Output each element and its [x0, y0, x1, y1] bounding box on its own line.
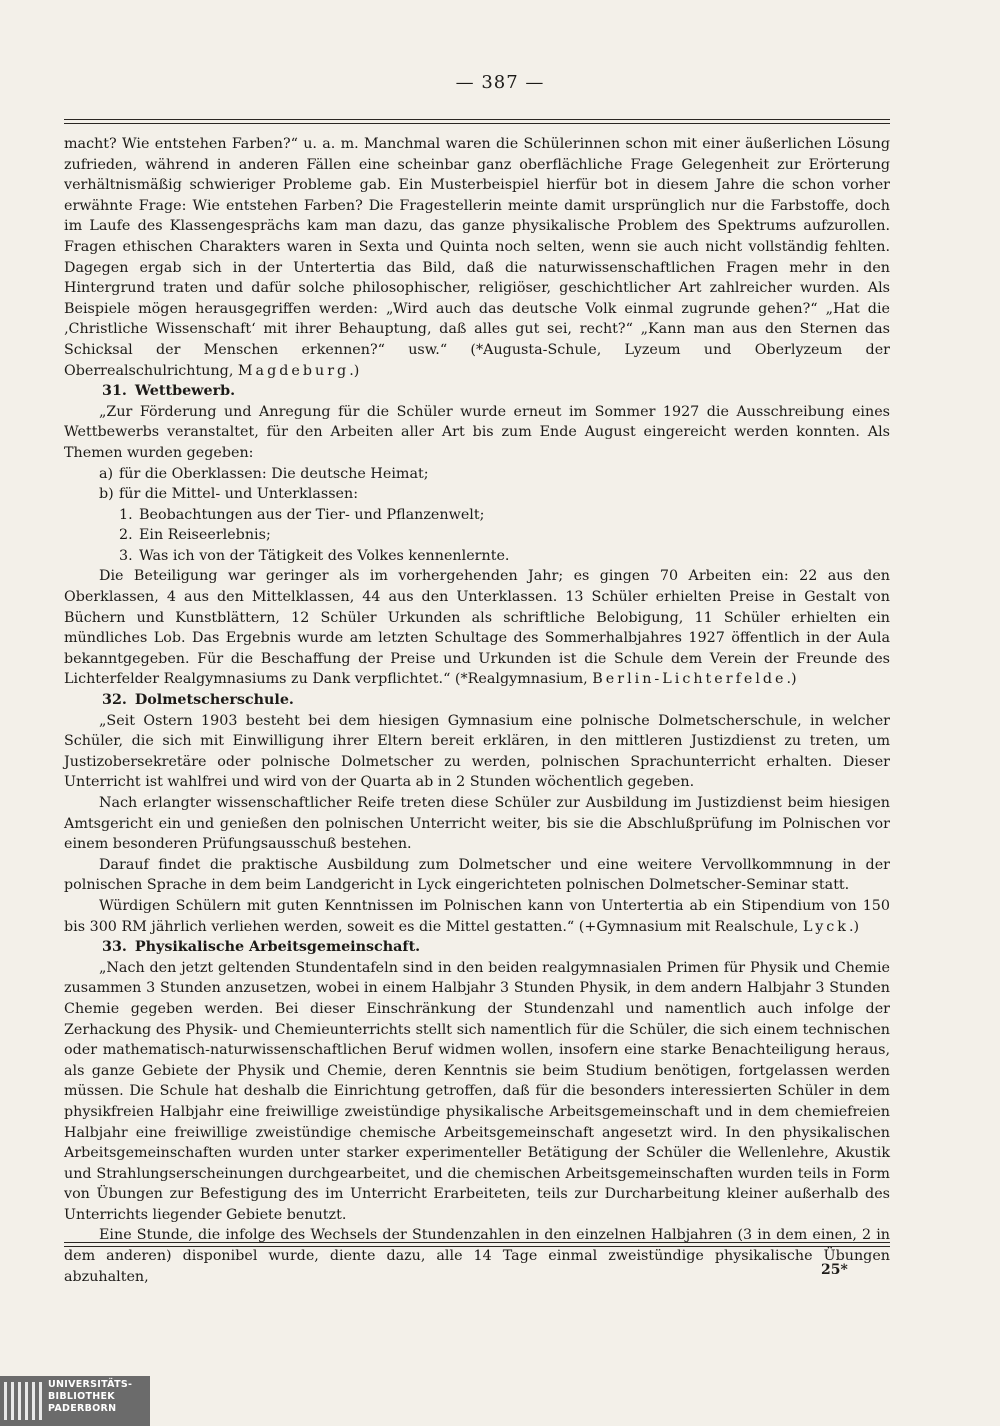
signature-mark: 25*	[821, 1262, 848, 1278]
library-logo	[0, 1376, 150, 1426]
section-33-paragraph-1: „Nach den jetzt geltenden Stundentafeln sind in den beiden realgymnasialen Primen für Physik und Chemie zusammen 3 Stunden anzusetzen, wobei in einem Halbjahr 3 Stunden Physik, in dem andern Halbjahr 3 Stunden Chemie gegeben werden. Bei dieser Einschränkung der Stundenzahl und namentlich auch infolge der Zerhackung des Physik- und Chemieunterrichts stellt sich namentlich für die Schüler, die sich einem technischen oder mathematisch-naturwissenschaftlichen Beruf widmen wollen, insofern eine starke Benachteiligung heraus, als ganze Gebiete der Physik und Chemie, deren Kenntnis sie beim Studium benötigen, fortgelassen werden müssen. Die Schule hat deshalb die Einrichtung getroffen, daß für die besonders interessierten Schüler in dem physikfreien Halbjahr eine freiwillige zweistündige physikalische Arbeitsgemeinschaft und in dem chemiefreien Halbjahr eine freiwillige zweistündige chemische Arbeitsgemeinschaft angesetzt wird. In den physikalischen Arbeitsgemeinschaften wurden unter starker experimenteller Betätigung der Schüler die Wellenlehre, Akustik und Strahlungserscheinungen durchgearbeitet, und die chemischen Arbeitsgemeinschaften wurden teils in Form von Übungen zur Befestigung des im Unterricht Erarbeiteten, teils zur Durcharbeitung kleiner außerhalb des Unterrichts liegender Gebiete benutzt.	[64, 959, 890, 1223]
intro-paragraph: macht? Wie entstehen Farben?“ u. a. m. Manchmal waren die Schülerinnen schon mit einer äußerlichen Lösung zufrieden, während in anderen Fällen eine scheinbar ganz oberflächliche Frage Gelegenheit zur Erörterung verhältnismäßig schwieriger Probleme gab. Ein Musterbeispiel hierfür bot in diesem Jahre die schon vorher erwähnte Frage: Wie entstehen Farben? Die Fragestellerin meinte damit ursprünglich nur die Farbstoffe, doch im Laufe des Klassengesprächs kam man dazu, das ganze physikalische Problem des Spektrums aufzurollen. Fragen ethischen Charakters waren in Sexta und Quinta noch selten, wenn sie auch nicht vollständig fehlten. Dagegen ergab sich in der Untertertia das Bild, daß die naturwissenschaftlichen Fragen mehr in den Hintergrund traten und dafür solche philosophischer, religiöser, geschichtlicher Art zahlreicher wurden. Als Beispiele mögen herausgegriffen werden: „Wird auch das deutsche Volk einmal zugrunde gehen?“ „Hat die ‚Christliche Wissenschaft‘ mit ihrer Behauptung, daß alles gut sei, recht?“ „Kann man aus den Sternen das Schicksal der Menschen erkennen?“ usw.“ (*Augusta-Schule, Lyzeum und Oberlyzeum der Oberrealschulrichtung, Magdeburg.)	[64, 136, 890, 379]
city-name: Berlin-Lichterfelde	[592, 671, 787, 688]
library-logo-text: UNIVERSITÄTS- BIBLIOTHEK PADERBORN	[48, 1379, 133, 1414]
section-heading-31: 31. Wettbewerb.	[102, 383, 236, 400]
theme-sublist-item: 1. Beobachtungen aus der Tier- und Pflanzenwelt;	[119, 506, 485, 523]
section-33-paragraph-2: Eine Stunde, die infolge des Wechsels der Stundenzahlen in den einzelnen Halbjahren (3 in dem einen, 2 in dem anderen) disponibel wurde, diente dazu, alle 14 Tage einmal zweistündige physikalische Übungen abzuhalten,	[64, 1227, 890, 1285]
city-name: Lyck	[802, 918, 849, 935]
section-32-paragraph-4: Würdigen Schülern mit guten Kenntnissen im Polnischen kann von Untertertia ab ein Stipendium von 150 bis 300 RM jährlich verliehen werden, soweit es die Mittel gestatten.“ (+Gymnasium mit Realschule, Lyck.)	[64, 897, 890, 935]
section-heading-33: 33. Physikalische Arbeitsgemeinschaft.	[102, 939, 421, 956]
theme-sublist-item: 2. Ein Reiseerlebnis;	[119, 527, 271, 544]
theme-list-item: a) für die Oberklassen: Die deutsche Heimat;	[99, 465, 429, 482]
theme-list-item: b) für die Mittel- und Unterklassen:	[99, 486, 359, 503]
library-logo-icon	[4, 1382, 42, 1420]
section-32-paragraph-3: Darauf findet die praktische Ausbildung zum Dolmetscher und eine weitere Vervollkommnung in der polnischen Sprache in dem beim Landgericht in Lyck eingerichteten polnischen Dolmetscher-Seminar statt.	[64, 856, 890, 894]
header-rule	[64, 119, 890, 124]
page-text	[64, 134, 890, 1287]
section-32-paragraph-2: Nach erlangter wissenschaftlicher Reife treten diese Schüler zur Ausbildung im Justizdienst beim hiesigen Amtsgericht ein und genießen den polnischen Unterricht weiter, bis sie die Abschlußprüfung im Polnischen vor einem besonderen Prüfungsausschuß bestehen.	[64, 795, 890, 853]
page-number: — 387 —	[455, 72, 545, 93]
section-32-paragraph-1: „Seit Ostern 1903 besteht bei dem hiesigen Gymnasium eine polnische Dolmetscherschule, in welcher Schüler, die sich mit Einwilligung ihrer Eltern bereit erklären, in den mittleren Justizdienst zu treten, um Justizobersekretäre oder polnische Dolmetscher zu werden, polnischen Sprachunterricht erhalten. Dieser Unterricht ist wahlfrei und wird von der Quarta ab in 2 Stunden wöchentlich gegeben.	[64, 712, 890, 791]
section-heading-32: 32. Dolmetscherschule.	[102, 692, 294, 709]
theme-sublist-item: 3. Was ich von der Tätigkeit des Volkes kennenlernte.	[119, 547, 510, 564]
footer-rule	[64, 1242, 890, 1247]
section-31-paragraph-2: Die Beteiligung war geringer als im vorhergehenden Jahr; es gingen 70 Arbeiten ein: 22 aus den Oberklassen, 4 aus den Mittelklassen, 44 aus den Unterklassen. 13 Schüler erhielten Preise in Gestalt von Büchern und Kunstblättern, 12 Schüler Urkunden als schriftliche Belobigung, 11 Schüler erhielten ein mündliches Lob. Das Ergebnis wurde am letzten Schultage des Sommerhalbjahres 1927 öffentlich in der Aula bekanntgegeben. Für die Beschaffung der Preise und Urkunden ist die Schule dem Verein der Freunde des Lichterfelder Realgymnasiums zu Dank verpflichtet.“ (*Realgymnasium, Berlin-Lichterfelde.)	[64, 568, 890, 688]
city-name: Magdeburg	[237, 362, 350, 379]
section-31-paragraph-1: „Zur Förderung und Anregung für die Schüler wurde erneut im Sommer 1927 die Ausschreibung eines Wettbewerbs veranstaltet, für den Arbeiten aller Art bis zum Ende August eingereicht werden konnten. Als Themen wurden gegeben:	[64, 403, 890, 461]
